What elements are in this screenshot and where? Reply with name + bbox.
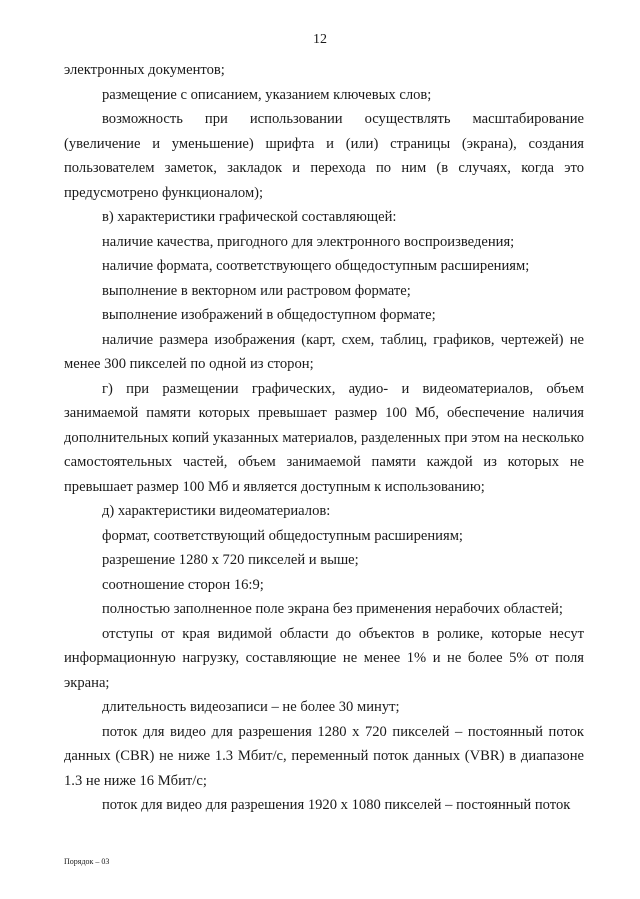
page-number: 12 bbox=[313, 32, 327, 47]
paragraph: разрешение 1280 x 720 пикселей и выше; bbox=[102, 552, 359, 568]
paragraph: размещение с описанием, указанием ключевых слов; bbox=[102, 86, 432, 103]
paragraph: г) при размещении графических, аудио- и видеоматериалов, объем занимаемой памяти которых превышает размер 100 Мб, обеспечение наличия дополнительных копий указанных материалов, разделенных при этом на несколько самостоятельных частей, объем занимаемой памяти каждой из которых не превышает размер 100 Мб и является доступным к использованию; bbox=[64, 380, 584, 495]
paragraph: поток для видео для разрешения 1920 x 1080 пикселей – постоянный поток bbox=[102, 797, 571, 813]
paragraph: д) характеристики видеоматериалов: bbox=[102, 503, 331, 519]
paragraph: наличие размера изображения (карт, схем, таблиц, графиков, чертежей) не менее 300 пикселей по одной из сторон; bbox=[64, 331, 584, 372]
paragraph: в) характеристики графической составляющей: bbox=[102, 209, 397, 225]
paragraph: формат, соответствующий общедоступным расширениям; bbox=[102, 527, 463, 544]
paragraph: полностью заполненное поле экрана без применения нерабочих областей; bbox=[102, 601, 563, 617]
paragraph: электронных документов; bbox=[64, 62, 225, 78]
paragraph: поток для видео для разрешения 1280 x 720 пикселей – постоянный поток данных (CBR) не ниже 1.3 Мбит/с, переменный поток данных (VBR) в диапазоне 1.3 не ниже 16 Мбит/с; bbox=[64, 723, 584, 789]
paragraph: возможность при использовании осуществлять масштабирование (увеличение и уменьшение) шрифта и (или) страницы (экрана), создания пользователем заметок, закладок и перехода по ним (в случаях, когда это предусмотрено функционалом); bbox=[64, 111, 584, 201]
paragraph: выполнение изображений в общедоступном формате; bbox=[102, 307, 436, 323]
paragraph: наличие формата, соответствующего общедоступным расширениям; bbox=[102, 258, 530, 274]
paragraph: наличие качества, пригодного для электронного воспроизведения; bbox=[102, 233, 515, 250]
page-footer: Порядок – 03 bbox=[64, 857, 110, 866]
paragraph: длительность видеозаписи – не более 30 минут; bbox=[102, 699, 400, 715]
document-body bbox=[64, 58, 584, 818]
paragraph: отступы от края видимой области до объектов в ролике, которые несут информационную нагрузку, составляющие не менее 1% и не более 5% от поля экрана; bbox=[64, 625, 584, 691]
paragraph: выполнение в векторном или растровом формате; bbox=[102, 282, 411, 299]
paragraph: соотношение сторон 16:9; bbox=[102, 576, 264, 593]
